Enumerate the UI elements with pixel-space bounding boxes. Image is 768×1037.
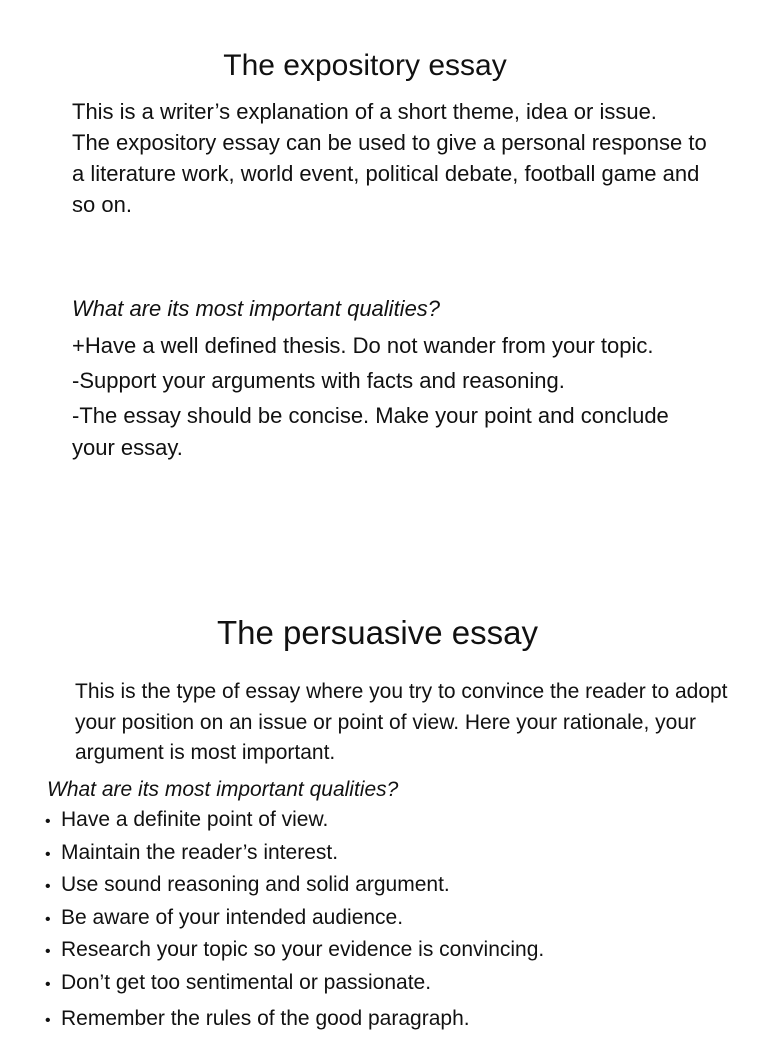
bullet-icon: • [45, 910, 51, 928]
bullet-icon: • [45, 813, 51, 830]
list-item [45, 1004, 745, 1037]
expository-qualities-question: What are its most important qualities? [72, 296, 441, 321]
list-item-text: Have a definite point of view. [61, 808, 329, 831]
list-item: -The essay should be concise. Make your point and conclude your essay. [72, 403, 669, 460]
list-item [45, 838, 745, 871]
bullet-icon: • [45, 943, 51, 960]
list-item [45, 968, 745, 1001]
list-item-text: Remember the rules of the good paragraph. [61, 1007, 470, 1030]
list-item-text: Don’t get too sentimental or passionate. [61, 970, 432, 994]
bullet-icon: • [45, 1012, 51, 1029]
list-item-text: Research your topic so your evidence is convincing. [61, 938, 545, 961]
list-item [45, 935, 745, 968]
bullet-icon: • [45, 975, 51, 993]
list-item-text: Use sound reasoning and solid argument. [61, 873, 450, 896]
bullet-icon: • [45, 878, 51, 895]
list-item [45, 903, 745, 936]
expository-intro-line: The expository essay can be used to give a personal response to a literature work, world event, political debate, football game and so on. [72, 130, 707, 217]
expository-intro-line: This is a writer’s explanation of a short theme, idea or issue. [72, 99, 657, 124]
persuasive-qualities-question: What are its most important qualities? [47, 778, 399, 801]
expository-essay-title: The expository essay [223, 49, 507, 82]
list-item [45, 870, 745, 903]
list-item-text: Maintain the reader’s interest. [61, 840, 339, 864]
persuasive-intro: This is the type of essay where you try to convince the reader to adopt your position on an issue or point of view. Here your rationale, your argument is most important. [75, 680, 728, 764]
list-item [45, 805, 745, 838]
persuasive-qualities-list [45, 805, 745, 1037]
list-item-text: Be aware of your intended audience. [61, 905, 404, 929]
list-item: -Support your arguments with facts and reasoning. [72, 368, 565, 393]
list-item: +Have a well defined thesis. Do not wander from your topic. [72, 333, 654, 358]
expository-qualities-list [72, 330, 672, 467]
expository-intro [72, 96, 712, 220]
persuasive-essay-title: The persuasive essay [217, 614, 538, 651]
bullet-icon: • [45, 845, 51, 863]
